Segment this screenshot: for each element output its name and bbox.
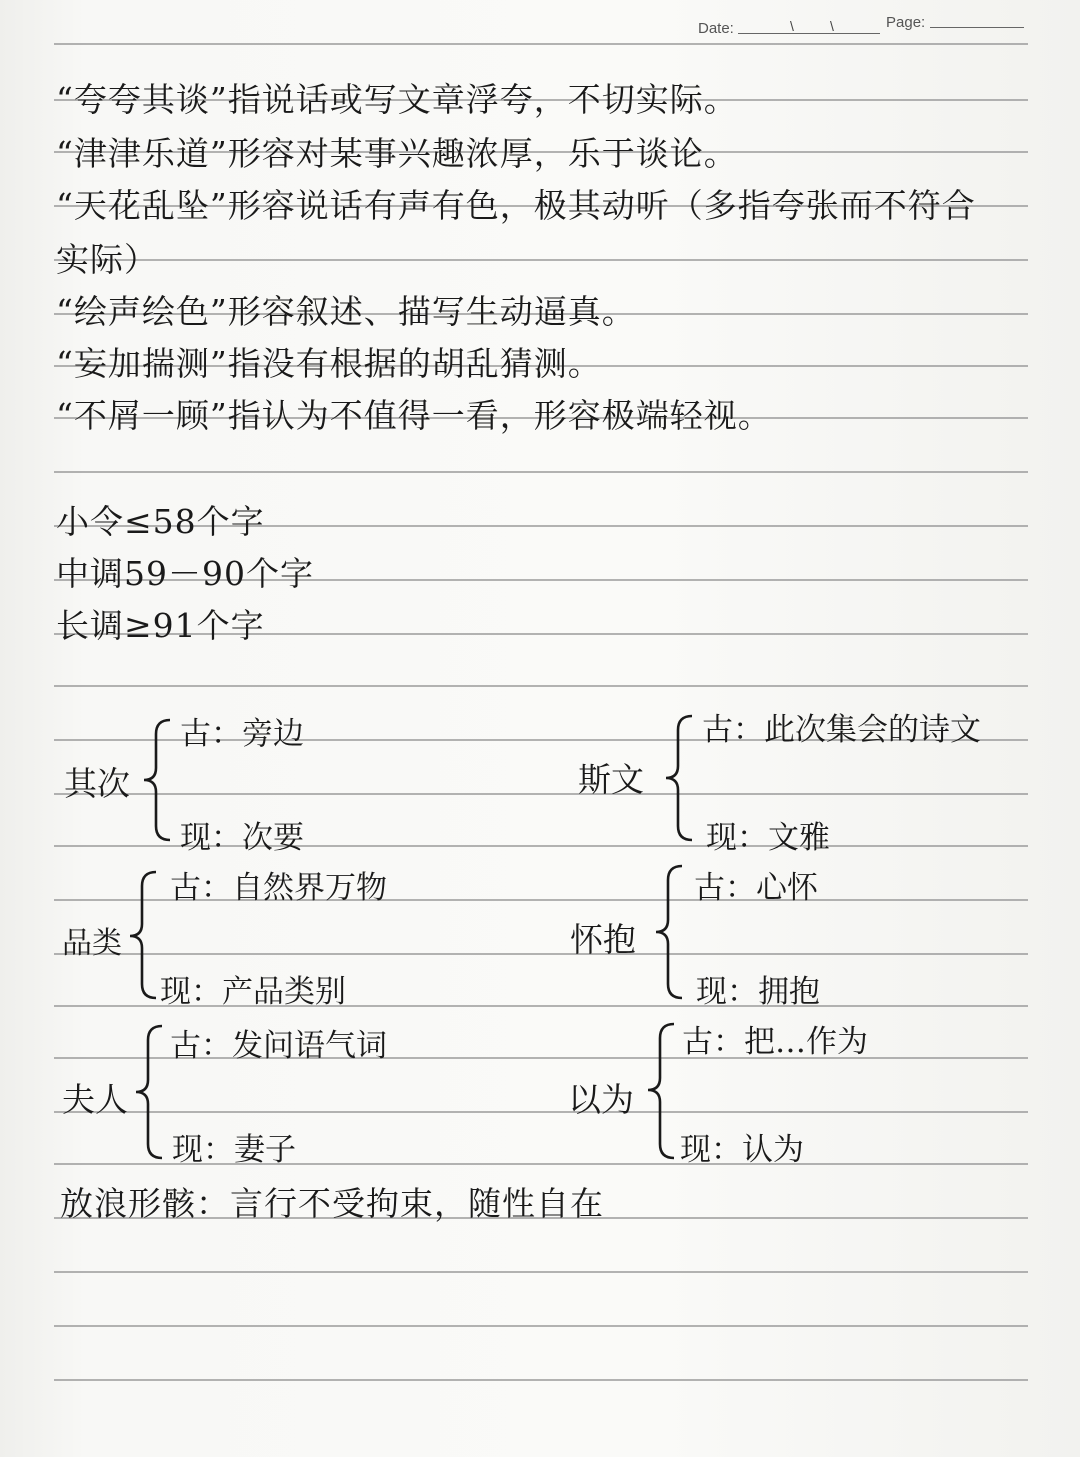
brace-siwen	[662, 712, 698, 844]
brace-qici	[140, 716, 176, 844]
meaning-modern-pinlei: 现：产品类别	[160, 974, 346, 1010]
brace-pinlei	[126, 868, 162, 1002]
meaning-ancient-qici: 古：旁边	[180, 716, 304, 752]
date-line	[738, 33, 880, 34]
meaning-modern-furen: 现：妻子	[172, 1132, 296, 1168]
ci-length-long: 长调≥91个字	[56, 606, 265, 645]
brace-yiwei	[644, 1020, 680, 1162]
word-pinlei: 品类	[62, 926, 122, 961]
meaning-ancient-pinlei: 古：自然界万物	[170, 870, 387, 906]
idiom-line-4: “绘声绘色”形容叙述、描写生动逼真。	[56, 292, 636, 331]
meaning-ancient-furen: 古：发问语气词	[170, 1028, 387, 1064]
word-siwen: 斯文	[578, 760, 644, 799]
meaning-ancient-siwen: 古：此次集会的诗文	[702, 712, 981, 748]
page-number-line	[930, 27, 1024, 28]
date-separator: \	[790, 18, 794, 34]
meaning-ancient-huaibao: 古：心怀	[694, 870, 818, 906]
brace-huaibao	[652, 862, 688, 1002]
meaning-modern-qici: 现：次要	[180, 820, 304, 856]
idiom-line-2: “津津乐道”形容对某事兴趣浓厚，乐于谈论。	[56, 134, 738, 173]
idiom-line-5: “妄加揣测”指没有根据的胡乱猜测。	[56, 344, 602, 383]
date-label: Date:	[698, 20, 734, 37]
idiom-line-1: “夸夸其谈”指说话或写文章浮夸，不切实际。	[56, 80, 738, 119]
idiom-line-3: “天花乱坠”形容说话有声有色，极其动听（多指夸张而不符合	[56, 186, 976, 225]
word-yiwei: 以为	[568, 1080, 634, 1119]
date-separator: \	[830, 18, 834, 34]
idiom-fanglang-xinghai: 放浪形骸：言行不受拘束，随性自在	[60, 1184, 604, 1223]
word-huaibao: 怀抱	[570, 920, 636, 959]
page-label: Page:	[886, 14, 926, 31]
idiom-line-3-continued: 实际）	[56, 240, 158, 279]
ci-length-short: 小令≤58个字	[56, 502, 265, 541]
brace-furen	[132, 1022, 168, 1162]
meaning-modern-yiwei: 现：认为	[680, 1132, 804, 1168]
word-furen: 夫人	[62, 1080, 128, 1119]
meaning-modern-huaibao: 现：拥抱	[696, 974, 820, 1010]
meaning-ancient-yiwei: 古：把…作为	[682, 1024, 868, 1060]
meaning-modern-siwen: 现：文雅	[706, 820, 830, 856]
idiom-line-6: “不屑一顾”指认为不值得一看，形容极端轻视。	[56, 396, 772, 435]
ci-length-medium: 中调59－90个字	[56, 554, 314, 593]
word-qici: 其次	[64, 764, 130, 803]
